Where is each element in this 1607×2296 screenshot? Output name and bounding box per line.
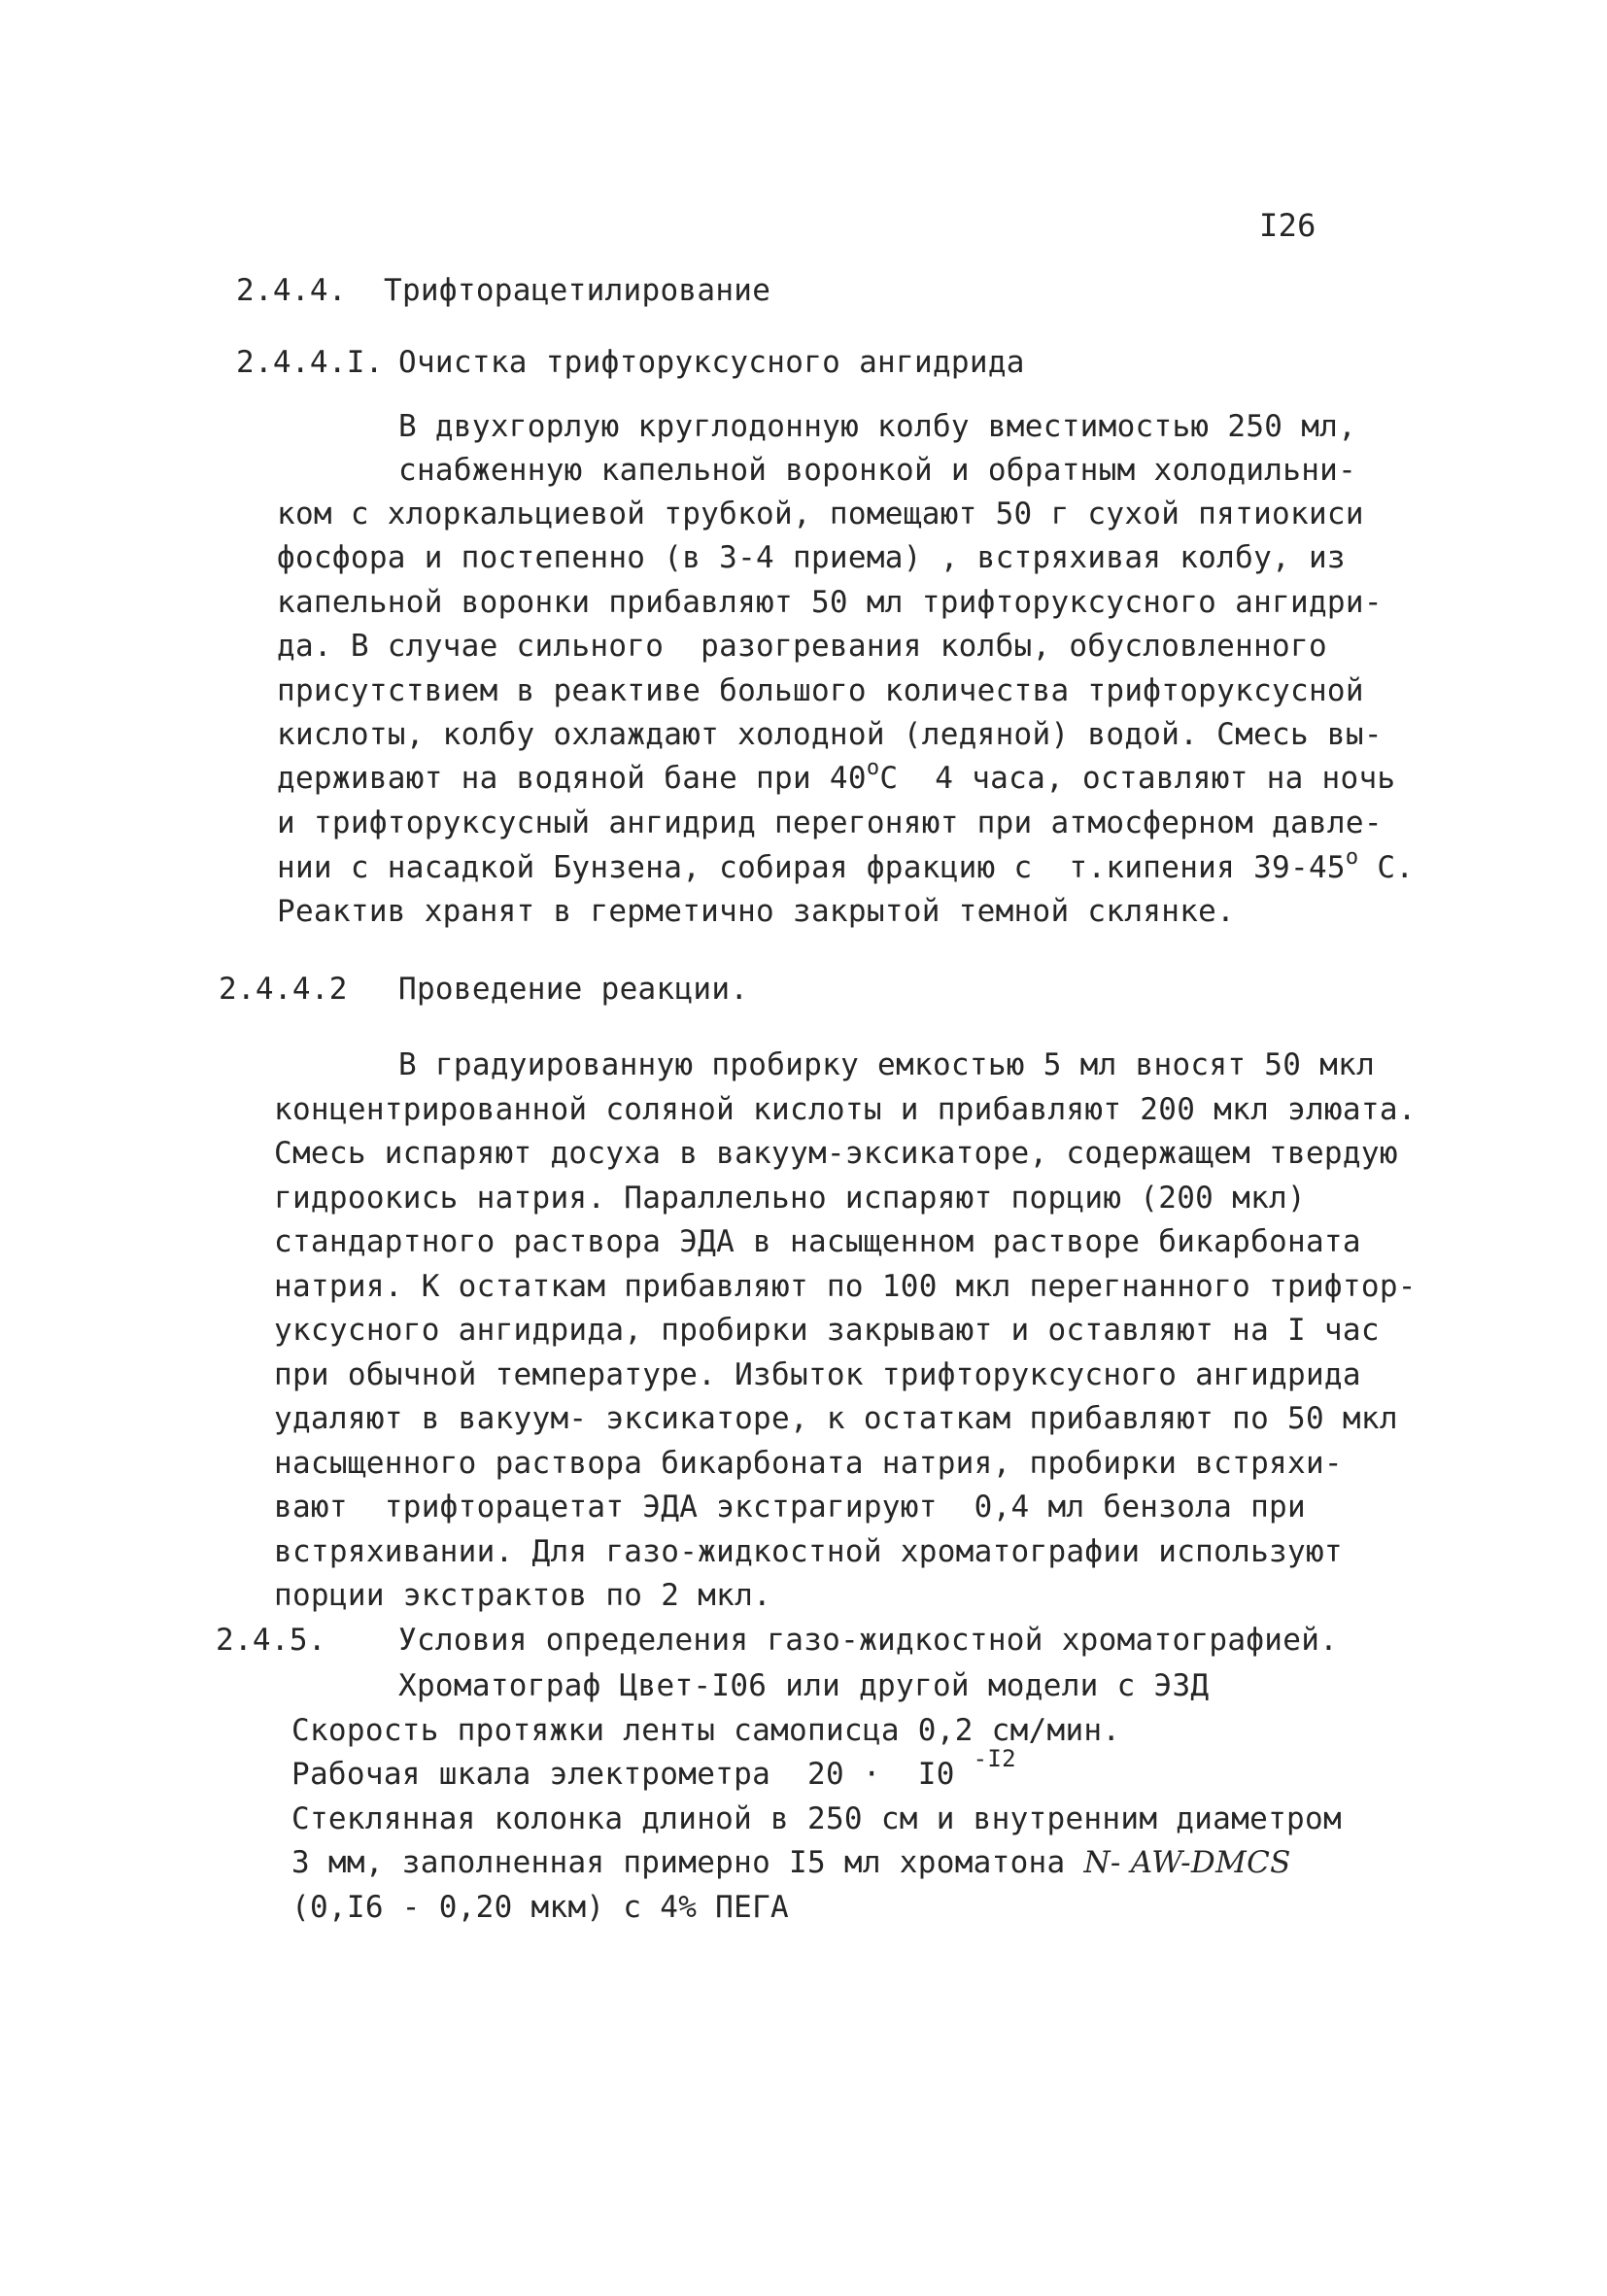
text-line: уксусного ангидрида, пробирки закрывают и оставляют на I час xyxy=(274,1313,1380,1348)
text-line: кислоты, колбу охлаждают холодной (ледяной) водой. Смесь вы- xyxy=(277,717,1383,752)
section-title: Условия определения газо-жидкостной хроматографией. xyxy=(398,1623,1339,1658)
text-segment: Рабочая шкала электрометра 20 · I0 xyxy=(291,1757,974,1792)
text-line: Скорость протяжки ленты самописца 0,2 см/мин. xyxy=(291,1713,1121,1748)
text-line: В градуированную пробирку емкостью 5 мл вносят 50 мкл xyxy=(398,1047,1376,1082)
page-number: I26 xyxy=(1259,207,1316,244)
text-line: В двухгорлую круглодонную колбу вместимостью 250 мл, xyxy=(398,409,1357,444)
text-line: Хроматограф Цвет-I06 или другой модели с ЭЗД xyxy=(398,1668,1210,1703)
text-line: капельной воронки прибавляют 50 мл трифторуксусного ангидри- xyxy=(277,585,1383,620)
section-number: 2.4.5. xyxy=(216,1623,326,1658)
text-line: фосфора и постепенно (в 3-4 приема) , встряхивая колбу, из xyxy=(277,540,1346,575)
section-title: Трифторацетилирование xyxy=(384,273,771,308)
text-line: присутствием в реактиве большого количества трифторуксусной xyxy=(277,673,1364,708)
text-line xyxy=(291,1745,1016,1792)
subsection-number: 2.4.4.2 xyxy=(219,972,348,1007)
text-line: снабженную капельной воронкой и обратным холодильни- xyxy=(398,453,1357,488)
text-line xyxy=(277,756,1396,796)
text-segment: держивают на водяной бане при 40 xyxy=(277,761,867,796)
text-line: встряхивании. Для газо-жидкостной хроматографии используют xyxy=(274,1534,1343,1569)
text-segment: С. xyxy=(1358,850,1415,885)
handwritten-annotation: N- AW-DMCS xyxy=(1083,1845,1291,1880)
text-line: удаляют в вакуум- эксикаторе, к остаткам прибавляют по 50 мкл xyxy=(274,1401,1398,1436)
text-line: и трифторуксусный ангидрид перегоняют при атмосферном давле- xyxy=(277,805,1383,840)
subsection-number: 2.4.4.I. xyxy=(236,345,384,380)
text-line: Смесь испаряют досуха в вакуум-эксикаторе, содержащем твердую xyxy=(274,1136,1398,1171)
subsection-title: Очистка трифторуксусного ангидрида xyxy=(398,345,1025,380)
text-line: стандартного раствора ЭДА в насыщенном растворе бикарбоната xyxy=(274,1224,1361,1259)
text-line: концентрированной соляной кислоты и прибавляют 200 мкл элюата. xyxy=(274,1092,1417,1127)
text-segment: 3 мм, заполненная примерно I5 мл хроматона xyxy=(291,1845,1084,1880)
text-segment: С 4 часа, оставляют на ночь xyxy=(879,761,1396,796)
text-segment: нии с насадкой Бунзена, собирая фракцию с т.кипения 39-45 xyxy=(277,850,1346,885)
subsection-title: Проведение реакции. xyxy=(398,972,749,1007)
text-line: да. В случае сильного разогревания колбы, обусловленного xyxy=(277,629,1327,664)
text-line xyxy=(291,1845,1291,1880)
text-line: гидроокись натрия. Параллельно испаряют порцию (200 мкл) xyxy=(274,1181,1306,1216)
exponent-superscript: -I2 xyxy=(973,1745,1016,1772)
text-line: Реактив хранят в герметично закрытой темной склянке. xyxy=(277,894,1236,929)
text-line: (0,I6 - 0,20 мкм) с 4% ПЕГА xyxy=(291,1890,790,1925)
text-line: при обычной температуре. Избыток трифторуксусного ангидрида xyxy=(274,1357,1361,1392)
degree-superscript: о xyxy=(866,756,880,780)
section-number: 2.4.4. xyxy=(236,273,347,308)
text-line: натрия. К остаткам прибавляют по 100 мкл перегнанного трифтор- xyxy=(274,1269,1417,1304)
text-line: Стеклянная колонка длиной в 250 см и внутренним диаметром xyxy=(291,1801,1342,1836)
text-line: вают трифторацетат ЭДА экстрагируют 0,4 мл бензола при xyxy=(274,1490,1306,1525)
text-line xyxy=(277,845,1415,885)
degree-superscript: о xyxy=(1345,845,1359,870)
text-line: насыщенного раствора бикарбоната натрия, пробирки встряхи- xyxy=(274,1446,1343,1481)
text-line: порции экстрактов по 2 мкл. xyxy=(274,1578,772,1613)
text-line: ком с хлоркальциевой трубкой, помещают 50 г сухой пятиокиси xyxy=(277,497,1364,531)
